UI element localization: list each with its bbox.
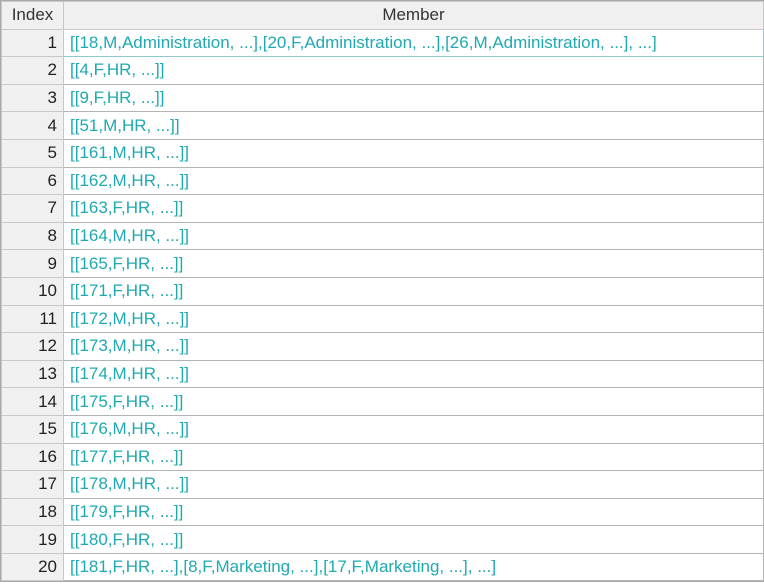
member-cell-link[interactable]: [[175,F,HR, ...]] <box>64 388 764 416</box>
member-cell-link[interactable]: [[51,M,HR, ...]] <box>64 112 764 140</box>
member-cell-link[interactable]: [[176,M,HR, ...]] <box>64 415 764 443</box>
member-cell-link[interactable]: [[173,M,HR, ...]] <box>64 333 764 361</box>
row-index-cell[interactable]: 20 <box>2 553 64 581</box>
row-index-cell[interactable]: 3 <box>2 84 64 112</box>
member-cell-link[interactable]: [[181,F,HR, ...],[8,F,Marketing, ...],[17,F,Marketing, ...], ...] <box>64 553 764 581</box>
table-row[interactable] <box>2 333 764 361</box>
table-row[interactable] <box>2 360 764 388</box>
table-row[interactable] <box>2 277 764 305</box>
table-row[interactable] <box>2 195 764 223</box>
table-row[interactable] <box>2 553 764 581</box>
row-index-cell[interactable]: 14 <box>2 388 64 416</box>
member-cell-link[interactable]: [[172,M,HR, ...]] <box>64 305 764 333</box>
row-index-cell[interactable]: 1 <box>2 29 64 57</box>
member-cell-link[interactable]: [[179,F,HR, ...]] <box>64 498 764 526</box>
table-row[interactable] <box>2 84 764 112</box>
row-index-cell[interactable]: 17 <box>2 471 64 499</box>
member-cell-link[interactable]: [[165,F,HR, ...]] <box>64 250 764 278</box>
table-row[interactable] <box>2 250 764 278</box>
row-index-cell[interactable]: 15 <box>2 415 64 443</box>
row-index-cell[interactable]: 9 <box>2 250 64 278</box>
member-cell-link[interactable]: [[18,M,Administration, ...],[20,F,Administration, ...],[26,M,Administration, ...], ...] <box>64 29 764 57</box>
row-index-cell[interactable]: 12 <box>2 333 64 361</box>
row-index-cell[interactable]: 5 <box>2 139 64 167</box>
row-index-cell[interactable]: 8 <box>2 222 64 250</box>
table-row[interactable] <box>2 139 764 167</box>
row-index-cell[interactable]: 10 <box>2 277 64 305</box>
row-index-cell[interactable]: 19 <box>2 526 64 554</box>
member-cell-link[interactable]: [[161,M,HR, ...]] <box>64 139 764 167</box>
table-row[interactable] <box>2 305 764 333</box>
row-index-cell[interactable]: 13 <box>2 360 64 388</box>
row-index-cell[interactable]: 16 <box>2 443 64 471</box>
table-row[interactable] <box>2 222 764 250</box>
member-cell-link[interactable]: [[180,F,HR, ...]] <box>64 526 764 554</box>
table-row[interactable] <box>2 29 764 57</box>
table-row[interactable] <box>2 415 764 443</box>
column-header-member[interactable]: Member <box>64 2 764 30</box>
row-index-cell[interactable]: 18 <box>2 498 64 526</box>
table-row[interactable] <box>2 526 764 554</box>
member-cell-link[interactable]: [[4,F,HR, ...]] <box>64 57 764 85</box>
row-index-cell[interactable]: 2 <box>2 57 64 85</box>
member-cell-link[interactable]: [[162,M,HR, ...]] <box>64 167 764 195</box>
table-row[interactable] <box>2 167 764 195</box>
row-index-cell[interactable]: 4 <box>2 112 64 140</box>
member-cell-link[interactable]: [[174,M,HR, ...]] <box>64 360 764 388</box>
column-header-index[interactable]: Index <box>2 2 64 30</box>
row-index-cell[interactable]: 7 <box>2 195 64 223</box>
row-index-cell[interactable]: 11 <box>2 305 64 333</box>
member-cell-link[interactable]: [[178,M,HR, ...]] <box>64 471 764 499</box>
table-row[interactable] <box>2 498 764 526</box>
member-cell-link[interactable]: [[164,M,HR, ...]] <box>64 222 764 250</box>
table-body <box>2 29 764 581</box>
member-cell-link[interactable]: [[9,F,HR, ...]] <box>64 84 764 112</box>
table-row[interactable] <box>2 471 764 499</box>
table-row[interactable] <box>2 57 764 85</box>
header-row <box>2 2 764 30</box>
member-cell-link[interactable]: [[171,F,HR, ...]] <box>64 277 764 305</box>
result-table <box>1 1 764 581</box>
row-index-cell[interactable]: 6 <box>2 167 64 195</box>
table-row[interactable] <box>2 388 764 416</box>
member-cell-link[interactable]: [[177,F,HR, ...]] <box>64 443 764 471</box>
table-row[interactable] <box>2 112 764 140</box>
table-row[interactable] <box>2 443 764 471</box>
member-cell-link[interactable]: [[163,F,HR, ...]] <box>64 195 764 223</box>
